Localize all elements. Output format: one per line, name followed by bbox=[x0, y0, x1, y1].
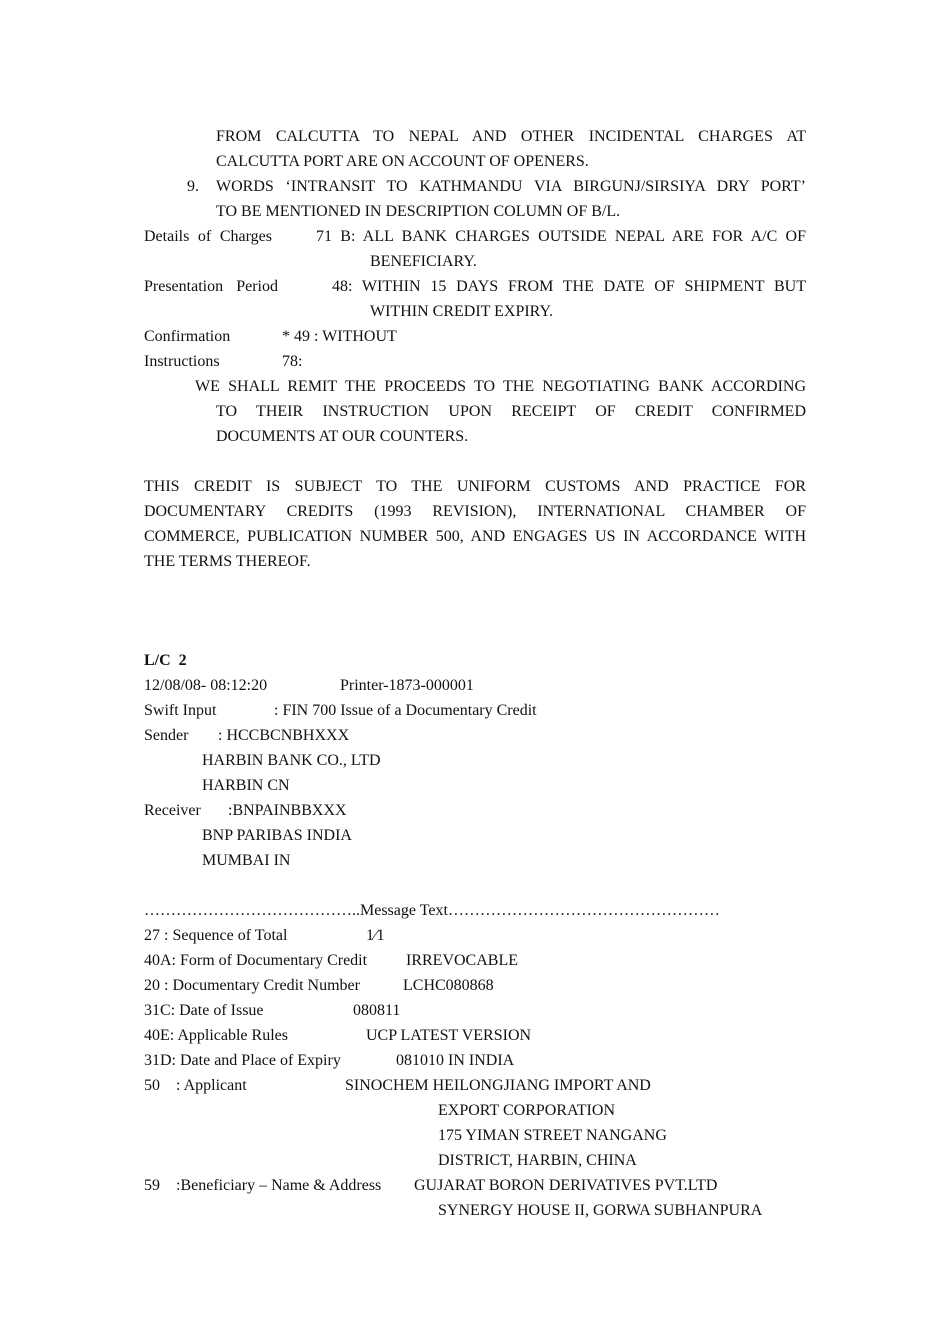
lc2-datetime: 12/08/08- 08:12:20 bbox=[144, 677, 268, 694]
field-31c-label: 31C: Date of Issue bbox=[144, 1002, 264, 1019]
receiver-code: :BNPAINBBXXX bbox=[228, 802, 347, 819]
remit-line-1: WE SHALL REMIT THE PROCEEDS TO THE NEGOTIATING BANK ACCORDING bbox=[195, 378, 806, 395]
remit-line-2: TO THEIR INSTRUCTION UPON RECEIPT OF CREDIT CONFIRMED bbox=[216, 403, 806, 420]
swift-input-value: : FIN 700 Issue of a Documentary Credit bbox=[274, 702, 537, 719]
item-9-line-1: WORDS ‘INTRANSIT TO KATHMANDU VIA BIRGUNJ/SIRSIYA DRY PORT’ bbox=[216, 178, 806, 195]
lc2-printer-id: Printer-1873-000001 bbox=[340, 677, 474, 694]
item-8-line-1: FROM CALCUTTA TO NEPAL AND OTHER INCIDENTAL CHARGES AT bbox=[216, 128, 806, 145]
confirmation-label: Confirmation bbox=[144, 328, 231, 345]
remit-line-3: DOCUMENTS AT OUR COUNTERS. bbox=[216, 428, 469, 445]
charges-line-2: BENEFICIARY. bbox=[370, 253, 477, 270]
receiver-name: BNP PARIBAS INDIA bbox=[202, 827, 352, 844]
field-31d-value: 081010 IN INDIA bbox=[396, 1052, 515, 1069]
lc2-heading: L/C 2 bbox=[144, 652, 187, 669]
ucp-clause-line-3: COMMERCE, PUBLICATION NUMBER 500, AND ENGAGES US IN ACCORDANCE WITH bbox=[144, 528, 806, 545]
field-40a-value: IRREVOCABLE bbox=[406, 952, 518, 969]
message-text-rule: …………………………………..Message Text…………………………………………… bbox=[144, 902, 720, 919]
charges-label: Details of Charges bbox=[144, 228, 272, 245]
applicant-line-4: DISTRICT, HARBIN, CHINA bbox=[438, 1152, 637, 1169]
presentation-label: Presentation Period bbox=[144, 278, 278, 295]
presentation-line-2: WITHIN CREDIT EXPIRY. bbox=[370, 303, 553, 320]
field-31c-value: 080811 bbox=[353, 1002, 401, 1019]
receiver-city: MUMBAI IN bbox=[202, 852, 291, 869]
sender-city: HARBIN CN bbox=[202, 777, 290, 794]
sender-code: : HCCBCNBHXXX bbox=[218, 727, 350, 744]
sender-label: Sender bbox=[144, 727, 189, 744]
ucp-clause-line-2: DOCUMENTARY CREDITS (1993 REVISION), INTERNATIONAL CHAMBER OF bbox=[144, 503, 806, 520]
presentation-line-1: 48: WITHIN 15 DAYS FROM THE DATE OF SHIPMENT BUT bbox=[332, 278, 806, 295]
field-59-label: 59 :Beneficiary – Name & Address bbox=[144, 1177, 382, 1194]
sender-name: HARBIN BANK CO., LTD bbox=[202, 752, 381, 769]
applicant-line-2: EXPORT CORPORATION bbox=[438, 1102, 615, 1119]
field-27-label: 27 : Sequence of Total bbox=[144, 927, 288, 944]
field-20-value: LCHC080868 bbox=[403, 977, 494, 994]
receiver-label: Receiver bbox=[144, 802, 201, 819]
instructions-value: 78: bbox=[282, 353, 303, 370]
confirmation-value: * 49 : WITHOUT bbox=[282, 328, 397, 345]
ucp-clause-line-1: THIS CREDIT IS SUBJECT TO THE UNIFORM CUSTOMS AND PRACTICE FOR bbox=[144, 478, 806, 495]
field-50-label: 50 : Applicant bbox=[144, 1077, 247, 1094]
field-40e-label: 40E: Applicable Rules bbox=[144, 1027, 288, 1044]
field-20-label: 20 : Documentary Credit Number bbox=[144, 977, 360, 994]
item-8-line-2: CALCUTTA PORT ARE ON ACCOUNT OF OPENERS. bbox=[216, 153, 589, 170]
ucp-clause-line-4: THE TERMS THEREOF. bbox=[144, 553, 311, 570]
item-9-line-2: TO BE MENTIONED IN DESCRIPTION COLUMN OF B/L. bbox=[216, 203, 621, 220]
beneficiary-line-2: SYNERGY HOUSE II, GORWA SUBHANPURA bbox=[438, 1202, 763, 1219]
field-27-value: 1⁄1 bbox=[366, 927, 385, 944]
applicant-line-1: SINOCHEM HEILONGJIANG IMPORT AND bbox=[345, 1077, 651, 1094]
field-31d-label: 31D: Date and Place of Expiry bbox=[144, 1052, 341, 1069]
item-9-number: 9. bbox=[187, 178, 199, 195]
applicant-line-3: 175 YIMAN STREET NANGANG bbox=[438, 1127, 667, 1144]
field-40e-value: UCP LATEST VERSION bbox=[366, 1027, 532, 1044]
swift-input-label: Swift Input bbox=[144, 702, 217, 719]
beneficiary-line-1: GUJARAT BORON DERIVATIVES PVT.LTD bbox=[414, 1177, 718, 1194]
field-40a-label: 40A: Form of Documentary Credit bbox=[144, 952, 368, 969]
charges-line-1: 71 B: ALL BANK CHARGES OUTSIDE NEPAL ARE FOR A/C OF bbox=[316, 228, 806, 245]
instructions-label: Instructions bbox=[144, 353, 220, 370]
